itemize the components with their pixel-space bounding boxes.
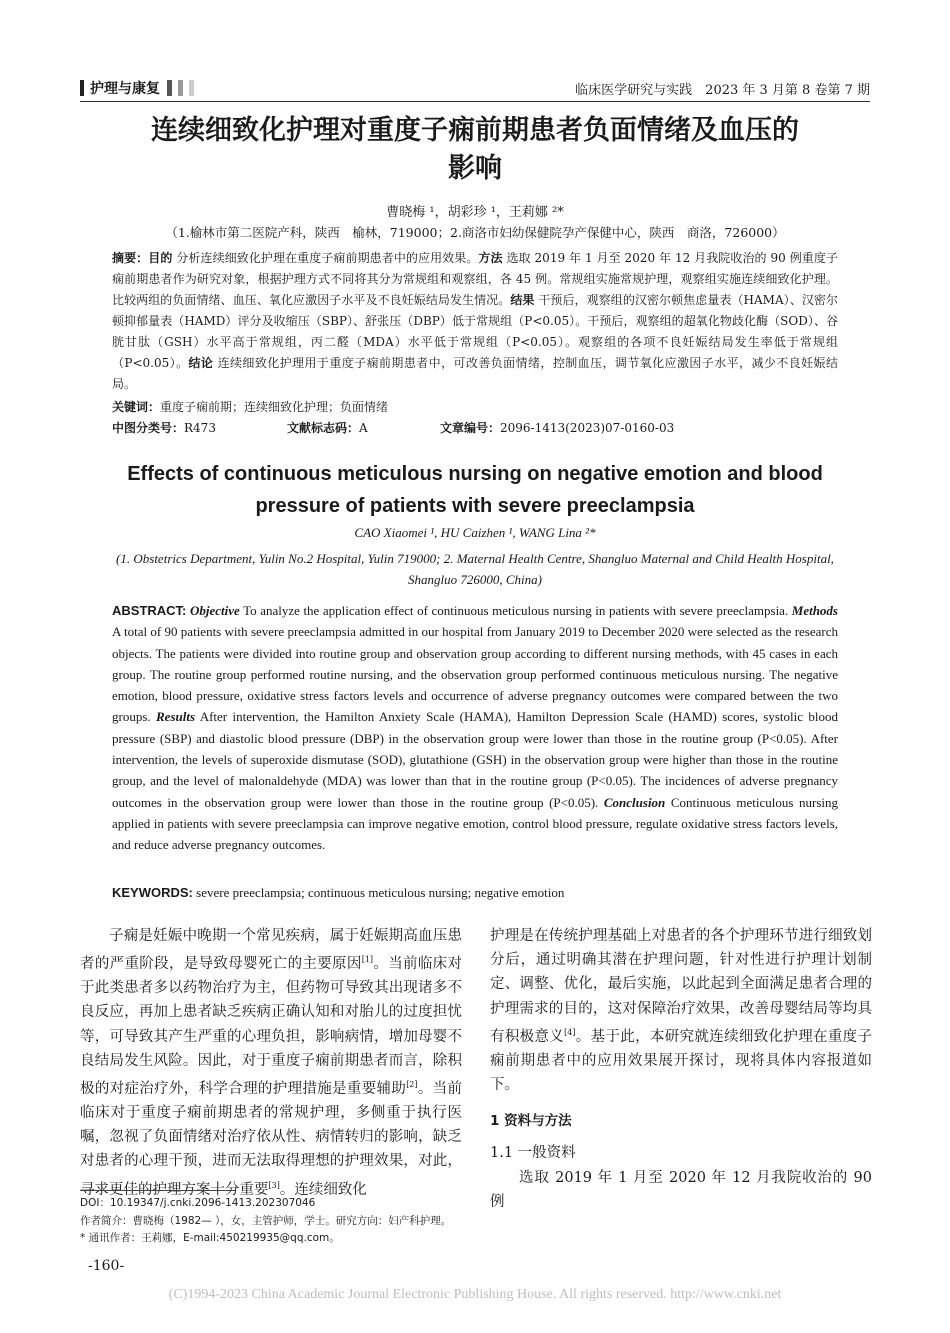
shade-block: [189, 80, 194, 96]
doi: DOI：10.19347/j.cnki.2096-1413.202307046: [80, 1197, 316, 1209]
conclusion-label: 结论: [188, 356, 214, 370]
citation: [4]: [564, 1027, 576, 1037]
objective-en-label: Objective: [189, 603, 240, 618]
body-column-left: [80, 924, 462, 1202]
citation: [3]: [268, 1180, 280, 1190]
methods-label: 方法: [478, 251, 503, 265]
author-bio: 作者简介：曹晓梅（1982— ），女，主管护师，学士。研究方向：妇产科护理。: [80, 1215, 452, 1227]
shade-block: [178, 80, 183, 96]
body-text: 。基于此，本研究就连续细致化护理在重度子痫前期患者中的应用效果展开探讨，现将具体内容报道如下。: [490, 1028, 873, 1094]
abstract-en: [112, 600, 838, 856]
objective-label: 目的: [148, 251, 173, 265]
body-paragraph: 选取 2019 年 1 月至 2020 年 12 月我院收治的 90 例: [490, 1169, 872, 1210]
title-en-line-1: Effects of continuous meticulous nursing on negative emotion and blood: [127, 463, 823, 485]
conclusion-en-text: Continuous meticulous nursing applied in patients with severe preeclampsia can improve negative emotion, control blood pressure, regulate oxidative stress factors levels, and reduce adverse pregnancy outcomes.: [112, 794, 839, 853]
title-line-2: 影响: [448, 153, 502, 184]
body-text: 护理是在传统护理基础上对患者的各个护理环节进行细致划分后，通过明确其潜在护理问题，针对性进行护理计划制定、调整、优化，最后实施，以此起到全面满足患者合理的护理需求的目的，这对保障治疗效果，改善母婴结局等均具有积极意义: [490, 928, 872, 1045]
doc-code: [287, 419, 368, 436]
authors-en: CAO Xiaomei ¹, HU Caizhen ¹, WANG Lina ²*: [354, 525, 596, 540]
journal-info: 临床医学研究与实践 2023 年 3 月第 8 卷第 7 期: [575, 83, 870, 98]
section-bar: [80, 80, 84, 96]
art-value: 2096-1413(2023)07-0160-03: [500, 421, 675, 435]
results-text: 干预后，观察组的汉密尔顿焦虑量表（HAMA）、汉密尔顿抑郁量表（HAMD）评分及收缩压（SBP）、舒张压（DBP）低于常规组（P<0.05）。干预后，观察组的超氧化物歧化酶（SOD）、谷胱甘肽（GSH）水平高于常规组，丙二醛（MDA）水平低于常规组（P<0.05）。观察组的各项不良妊娠结局发生率低于常规组（P<0.05）。: [112, 293, 838, 370]
art-label: 文章编号：: [440, 421, 501, 435]
abstract-en-label: ABSTRACT:: [112, 603, 187, 618]
keywords-en-label: KEYWORDS:: [112, 885, 193, 900]
methods-en-text: A total of 90 patients with severe preeclampsia admitted in our hospital from January 2019 to December 2020 were selected as the research objects. The patients were divided into routine group and observation group according to different nursing methods, with 45 cases in each group. The routine group performed routine nursing, and the observation group performed continuous meticulous nursing. The negative emotion, blood pressure, oxidative stress factors levels and occurrence of adverse pregnancy outcomes were compared between the two groups.: [112, 624, 838, 725]
methods-en-label: Methods: [791, 603, 838, 618]
copyright-line: (C)1994-2023 China Academic Journal Electronic Publishing House. All rights reserved. http://www.cnki.net: [168, 1287, 782, 1302]
doc-label: 文献标志码：: [287, 421, 360, 435]
title-en-line-2: pressure of patients with severe preeclampsia: [255, 495, 695, 517]
keywords-en: [112, 885, 564, 901]
body-text: 。当前临床对于此类患者多以药物治疗为主，但药物可导致其出现诸多不良反应，再加上患者缺乏疾病正确认知和对胎儿的过度担忧等，可导致其产生严重的心理负担，影响病情，增加母婴不良结局发生风险。因此，对于重度子痫前期患者而言，除积极的对症治疗外，科学合理的护理措施是重要辅助: [80, 956, 463, 1097]
clc-value: R473: [184, 421, 216, 435]
corresponding-author: * 通讯作者：王莉娜，E-mail:450219935@qq.com。: [80, 1232, 340, 1244]
objective-text: 分析连续细致化护理在重度子痫前期患者中的应用效果。: [176, 251, 479, 265]
citation: [1]: [361, 955, 374, 965]
keywords-text: 重度子痫前期；连续细致化护理；负面情绪: [160, 400, 389, 414]
conclusion-text: 连续细致化护理用于重度子痫前期患者中，可改善负面情绪，控制血压，调节氧化应激因子水平，减少不良妊娠结局。: [112, 356, 838, 391]
keywords-label: 关键词：: [112, 400, 161, 414]
body-paragraph: [490, 924, 872, 1097]
keywords-cn: [112, 398, 388, 415]
class-info-row: [112, 419, 216, 436]
body-text: 。当前临床对于重度子痫前期患者的常规护理，多侧重于执行医嘱，忽视了负面情绪对治疗依从性、病情转归的影响，缺乏对患者的心理干预，进而无法取得理想的护理效果，对此，寻求更佳的护理方案十分重要: [80, 1080, 463, 1198]
title-line-1: 连续细致化护理对重度子痫前期患者负面情绪及血压的: [151, 115, 799, 146]
section-label: 护理与康复: [90, 81, 160, 97]
section-heading: 1 资料与方法: [490, 1113, 572, 1130]
body-column-right: [490, 924, 872, 1214]
results-en-label: Results: [156, 709, 196, 725]
article-title-cn: [80, 112, 870, 188]
citation: [2]: [406, 1080, 418, 1090]
abstract-cn: [112, 248, 838, 395]
article-title-en: [80, 458, 870, 522]
clc-label: 中图分类号：: [112, 421, 185, 435]
affiliation-cn: （1.榆林市第二医院产科，陕西 榆林，719000；2.商洛市妇幼保健院孕产保健中心，陕西 商洛，726000）: [165, 225, 785, 240]
body-text: 。连续细致化: [279, 1181, 367, 1198]
conclusion-en-label: Conclusion: [603, 794, 666, 810]
abstract-label: 摘要：: [112, 251, 149, 265]
affiliation-en: (1. Obstetrics Department, Yulin No.2 Hospital, Yulin 719000; 2. Maternal Health Centre, Shangluo Maternal and Child Health Hospital, Shangluo 726000, China): [116, 551, 834, 587]
body-text: 子痫是妊娠中晚期一个常见疾病，属于妊娠期高血压患者的严重阶段，是导致母婴死亡的主要原因: [80, 928, 462, 973]
objective-en-text: To analyze the application effect of continuous meticulous nursing in patients with severe preeclampsia.: [243, 603, 789, 618]
results-label: 结果: [510, 293, 535, 307]
shade-block: [167, 80, 172, 96]
section-header: [80, 78, 194, 98]
article-number: [440, 419, 674, 436]
footnote-rule: [80, 1190, 235, 1191]
methods-text: 选取 2019 年 1 月至 2020 年 12 月我院收治的 90 例重度子痫前期患者作为研究对象，根据护理方式不同将其分为常规组和观察组，各 45 例。常规组实施常规护理，观察组实施连续细致化护理。比较两组的负面情绪、血压、氧化应激因子水平及不良妊娠结局发生情况。: [112, 251, 838, 307]
authors-cn: 曹晓梅 ¹，胡彩珍 ¹，王莉娜 ²*: [386, 205, 564, 220]
page-number: -160-: [88, 1258, 125, 1274]
header-rule: [80, 101, 870, 102]
doc-value: A: [359, 421, 368, 435]
subsection-heading: 1.1 一般资料: [490, 1145, 576, 1162]
body-paragraph: [80, 924, 462, 1202]
results-en-text: After intervention, the Hamilton Anxiety Scale (HAMA), Hamilton Depression Scale (HAMD) scores, systolic blood pressure (SBP) and diastolic blood pressure (DBP) in the observation group were lower than those in the routine group (P<0.05). After intervention, the levels of superoxide dismutase (SOD), glutathione (GSH) in the observation group were higher than those in the routine group, and the level of malonaldehyde (MDA) was lower than that in the routine group (P<0.05). The incidences of adverse pregnancy outcomes in the observation group were lower than those in the routine group (P<0.05).: [112, 709, 839, 810]
keywords-en-text: severe preeclampsia; continuous meticulous nursing; negative emotion: [196, 885, 565, 900]
